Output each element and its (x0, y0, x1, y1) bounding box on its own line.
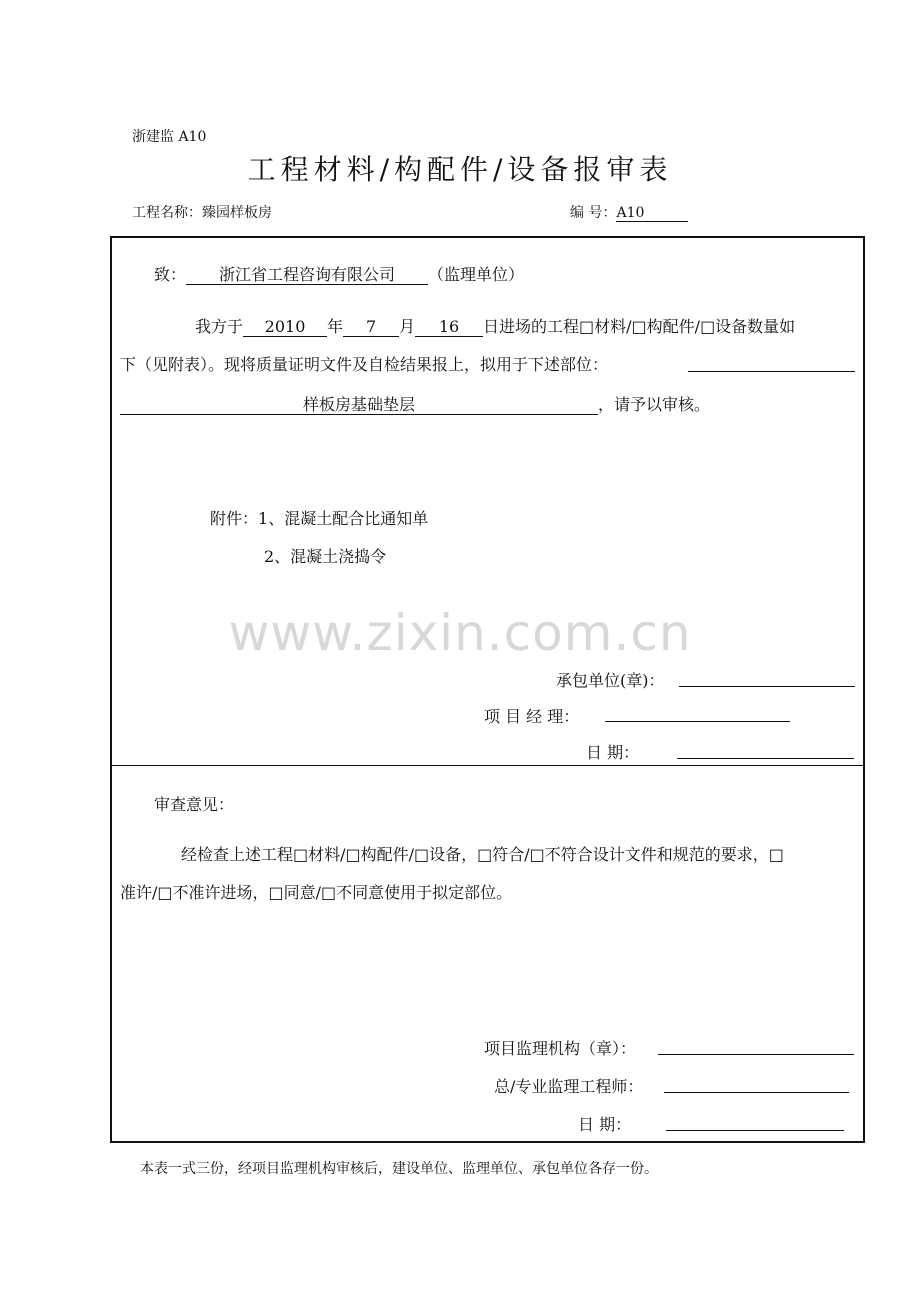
contractor-date-blank (677, 758, 854, 759)
project-manager-blank (605, 721, 790, 722)
recipient-suffix: （监理单位） (428, 265, 525, 284)
footer-note: 本表一式三份，经项目监理机构审核后，建设单位、监理单位、承包单位各存一份。 (140, 1161, 658, 1177)
body-line-3-suffix: ，请予以审核。 (598, 395, 711, 414)
supervision-org-label: 项目监理机构（章）： (484, 1039, 637, 1058)
attachments-row (210, 506, 428, 529)
body-line-1-suffix: 日进场的工程□材料/□构配件/□设备数量如 (483, 317, 796, 336)
review-line-1: 经检查上述工程□材料/□构配件/□设备，□符合/□不符合设计文件和规范的要求，□ (181, 845, 784, 864)
contractor-unit-blank (679, 686, 855, 687)
month-value: 7 (343, 318, 399, 337)
day-value: 16 (415, 318, 483, 337)
form-number-value: A10 (616, 206, 688, 222)
body-line-2: 下（见附表）。现将质量证明文件及自检结果报上，拟用于下述部位： (120, 355, 609, 374)
supervising-engineer-blank (664, 1092, 849, 1093)
recipient-label: 致： (154, 265, 187, 284)
form-number-row (570, 202, 688, 222)
project-name-label: 工程名称： (132, 205, 202, 221)
project-manager-label: 项 目 经 理： (484, 707, 580, 726)
contractor-unit-label: 承包单位(章)： (556, 671, 665, 690)
supervision-org-blank (658, 1054, 854, 1055)
section-divider (110, 765, 865, 766)
recipient-row (154, 262, 524, 285)
project-name-value: 臻园样板房 (202, 205, 272, 221)
attachments-label: 附件： (210, 509, 259, 528)
form-code: 浙建监 A10 (132, 129, 207, 145)
location-blank-1 (688, 371, 855, 372)
review-line-2: 准许/□不准许进场，□同意/□不同意使用于拟定部位。 (120, 883, 513, 902)
body-line-1 (195, 314, 795, 337)
body-prefix: 我方于 (195, 317, 244, 336)
contractor-date-label: 日 期： (586, 743, 640, 762)
location-value: 样板房基础垫层 (120, 396, 598, 415)
attachment-item-1: 1、混凝土配合比通知单 (258, 509, 429, 528)
review-heading: 审查意见： (154, 795, 235, 814)
supervisor-date-label: 日 期： (578, 1115, 632, 1134)
supervisor-date-blank (666, 1130, 844, 1131)
watermark: www.zixin.com.cn (228, 604, 692, 662)
body-line-3 (120, 392, 710, 415)
recipient-company: 浙江省工程咨询有限公司 (186, 266, 428, 285)
year-unit: 年 (327, 317, 344, 336)
supervising-engineer-label: 总/专业监理工程师： (494, 1077, 644, 1096)
page-title: 工程材料/构配件/设备报审表 (247, 153, 673, 186)
form-number-label: 编 号： (570, 205, 617, 221)
attachment-item-2: 2、混凝土浇捣令 (264, 547, 387, 566)
month-unit: 月 (399, 317, 416, 336)
project-name-row (132, 202, 272, 222)
year-value: 2010 (243, 318, 327, 337)
